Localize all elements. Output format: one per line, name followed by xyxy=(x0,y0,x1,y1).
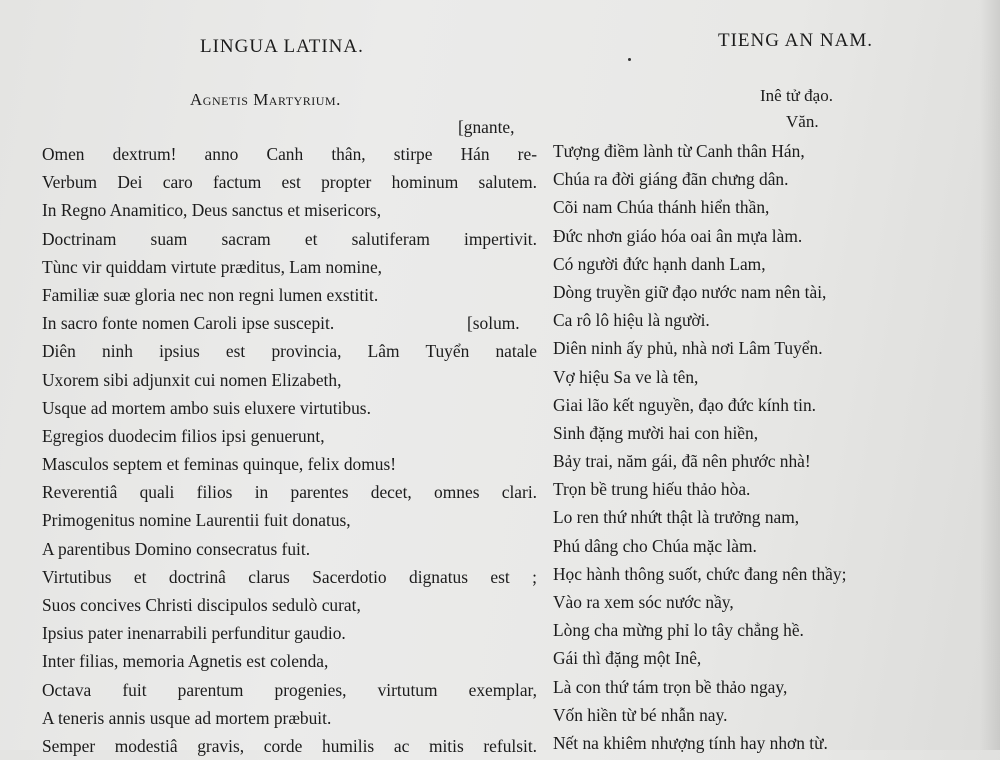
latin-line xyxy=(42,309,542,337)
latin-line: A parentibus Domino consecratus fuit. xyxy=(42,538,311,559)
vietnamese-line: Giai lão kết nguyền, đạo đức kính tin. xyxy=(553,394,816,415)
latin-line: Reverentiâ quali filios in parentes decet, omnes clari. xyxy=(42,482,537,503)
vietnamese-line: Gái thì đặng một Inê, xyxy=(553,648,702,669)
vietnamese-line: Vào ra xem sóc nước nầy, xyxy=(553,592,734,612)
latin-line: Verbum Dei caro factum est propter hominum salutem. xyxy=(42,172,537,193)
print-speck xyxy=(628,58,631,61)
vietnamese-line: Cõi nam Chúa thánh hiển thần, xyxy=(553,197,770,218)
vietnamese-line: Nết na khiêm nhượng tính hay nhơn từ. xyxy=(553,732,828,753)
vietnamese-line: Đức nhơn giáo hóa oai ân mựa làm. xyxy=(553,225,803,246)
vietnamese-subtitle-van: Văn. xyxy=(786,112,819,131)
latin-line: Semper modestiâ gravis, corde humilis ac mitis refulsit. xyxy=(42,735,537,756)
vietnamese-line: Lòng cha mừng phỉ lo tây chẳng hề. xyxy=(553,620,804,641)
latin-bracket-top: [gnante, xyxy=(458,117,515,137)
vietnamese-line: Dòng truyền giữ đạo nước nam nên tài, xyxy=(553,281,827,302)
latin-bracket-solum: [solum. xyxy=(467,313,520,334)
vietnamese-line: Bảy trai, năm gái, đã nên phước nhà! xyxy=(553,451,811,472)
vietnamese-line: Diên ninh ấy phủ, nhà nơi Lâm Tuyển. xyxy=(553,338,823,359)
vietnamese-line: Ca rô lô hiệu là người. xyxy=(553,310,710,331)
latin-line: Octava fuit parentum progenies, virtutum exemplar, xyxy=(42,679,537,700)
vietnamese-line: Phú dâng cho Chúa mặc làm. xyxy=(553,535,757,556)
latin-line: In Regno Anamitico, Deus sanctus et misericors, xyxy=(42,200,382,221)
vietnamese-line: Lo ren thứ nhứt thật là trưởng nam, xyxy=(553,507,800,528)
vietnamese-subtitle: Inê tử đạo. xyxy=(760,86,833,105)
latin-line: Uxorem sibi adjunxit cui nomen Elizabeth, xyxy=(42,369,342,390)
latin-line: Masculos septem et feminas quinque, felix domus! xyxy=(42,454,397,475)
vietnamese-line: Chúa ra đời giáng đãn chưng dân. xyxy=(553,169,789,190)
vietnamese-line: Tượng điềm lành từ Canh thân Hán, xyxy=(553,141,805,161)
latin-line: Omen dextrum! anno Canh thân, stirpe Hán re- xyxy=(42,144,537,164)
page-edge-shadow xyxy=(980,0,1000,750)
latin-subtitle: Agnetis Martyrium. xyxy=(190,90,341,109)
vietnamese-line: Vốn hiền từ bé nhẫn nay. xyxy=(553,704,728,725)
vietnamese-line: Vợ hiệu Sa ve là tên, xyxy=(553,366,699,387)
vietnamese-text xyxy=(553,137,993,757)
vietnamese-header: TIENG AN NAM. xyxy=(718,30,873,51)
latin-line: A teneris annis usque ad mortem præbuit. xyxy=(42,707,332,728)
latin-line: Egregios duodecim filios ipsi genuerunt, xyxy=(42,425,325,446)
latin-line: Doctrinam suam sacram et salutiferam impertivit. xyxy=(42,228,537,249)
latin-line: Virtutibus et doctrinâ clarus Sacerdotio dignatus est ; xyxy=(42,566,537,587)
latin-line: Familiæ suæ gloria nec non regni lumen exstitit. xyxy=(42,284,379,305)
latin-line: Ipsius pater inenarrabili perfunditur gaudio. xyxy=(42,623,346,644)
latin-text xyxy=(42,140,542,760)
vietnamese-line: Trọn bề trung hiếu thảo hòa. xyxy=(553,479,751,500)
latin-line: Usque ad mortem ambo suis eluxere virtutibus. xyxy=(42,397,371,418)
latin-line-text: In sacro fonte nomen Caroli ipse suscepit. xyxy=(42,313,335,334)
latin-line: Primogenitus nomine Laurentii fuit donatus, xyxy=(42,510,351,531)
vietnamese-line: Học hành thông suốt, chức đang nên thầy; xyxy=(553,563,847,584)
vietnamese-line: Là con thứ tám trọn bề thảo ngay, xyxy=(553,676,788,697)
vietnamese-line: Có người đức hạnh danh Lam, xyxy=(553,253,766,274)
latin-line: Suos concives Christi discipulos sedulò curat, xyxy=(42,595,361,615)
vietnamese-line: Sinh đặng mười hai con hiền, xyxy=(553,422,759,443)
latin-header: LINGUA LATINA. xyxy=(200,36,364,57)
latin-line: Diên ninh ipsius est provincia, Lâm Tuyển natale xyxy=(42,341,537,362)
latin-line: Inter filias, memoria Agnetis est colenda, xyxy=(42,651,329,672)
latin-line: Tùnc vir quiddam virtute præditus, Lam nomine, xyxy=(42,256,383,277)
